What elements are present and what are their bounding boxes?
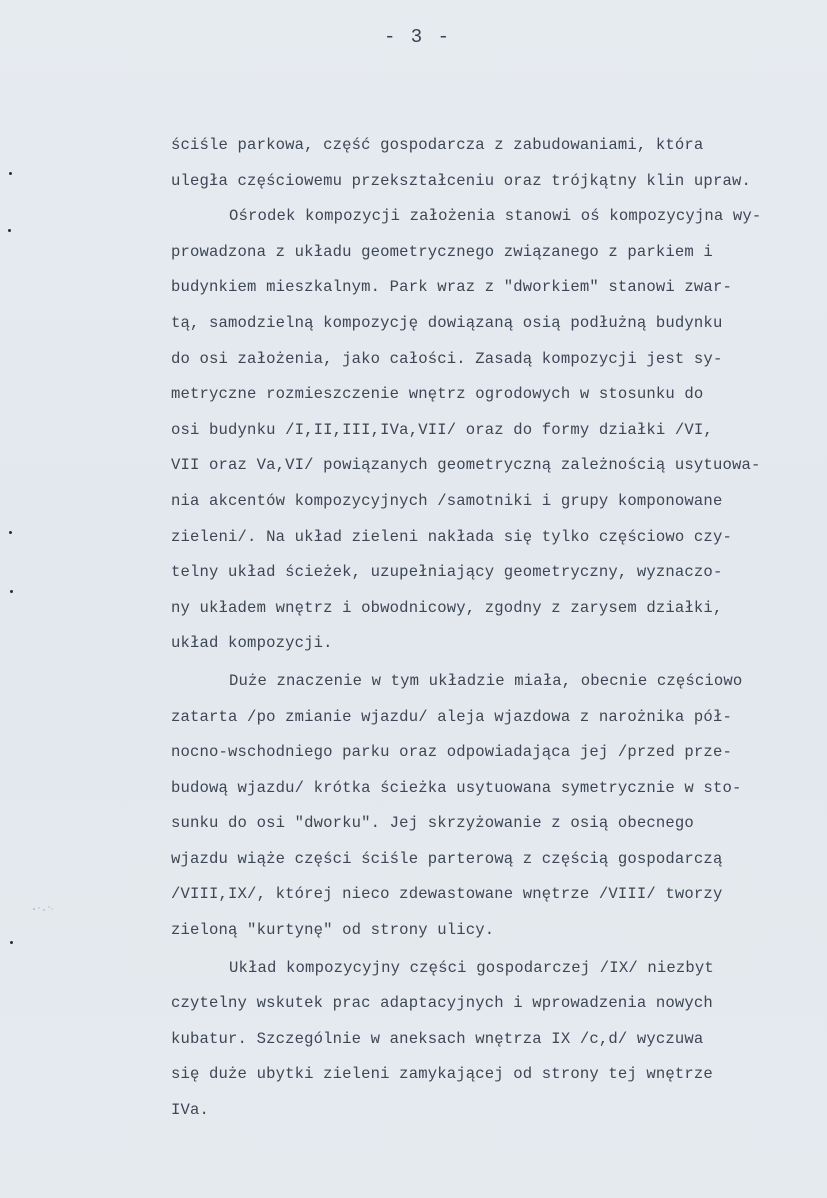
paragraph-start-line: Ośrodek kompozycji założenia stanowi oś kompozycyjna wy- [229,207,762,226]
text-line: sunku do osi "dworku". Jej skrzyżowanie z osią obecnego [171,814,694,833]
margin-dot [9,531,12,534]
text-line: do osi założenia, jako całości. Zasadą kompozycji jest sy- [171,349,723,368]
text-line: zatarta /po zmianie wjazdu/ aleja wjazdowa z narożnika pół- [171,707,732,726]
page-number: - 3 - [384,26,452,48]
text-line: osi budynku /I,II,III,IVa,VII/ oraz do formy działki /VI, [171,420,713,439]
text-line: wjazdu wiąże części ściśle parterową z częścią gospodarczą [171,849,723,868]
text-line: budynkiem mieszkalnym. Park wraz z "dworkiem" stanowi zwar- [171,278,732,297]
margin-dot [9,172,12,175]
margin-dot [10,590,13,593]
text-line: IVa. [171,1101,210,1120]
text-line: ny układem wnętrz i obwodnicowy, zgodny z zarysem działki, [171,598,723,617]
text-line: /VIII,IX/, której nieco zdewastowane wnętrze /VIII/ tworzy [171,885,723,904]
paragraph-start-line: Układ kompozycyjny części gospodarczej /IX/ niezbyt [229,958,714,977]
text-line: zieloną "kurtynę" od strony ulicy. [171,921,495,940]
text-line: kubatur. Szczególnie w aneksach wnętrza IX /c,d/ wyczuwa [171,1029,704,1048]
text-line: ściśle parkowa, część gospodarcza z zabudowaniami, która [171,136,704,154]
text-line: się duże ubytki zieleni zamykającej od strony tej wnętrze [171,1065,713,1084]
margin-dot [8,229,11,232]
text-line: nia akcentów kompozycyjnych /samotniki i grupy komponowane [171,491,723,510]
text-line: VII oraz Va,VI/ powiązanych geometryczną zależnością usytuowa- [171,456,761,475]
text-line: tą, samodzielną kompozycję dowiązaną osią podłużną budynku [171,313,723,332]
text-line: prowadzona z układu geometrycznego związanego z parkiem i [171,242,713,261]
text-line: uległa częściowemu przekształceniu oraz trójkątny klin upraw. [171,171,751,190]
text-line: telny układ ścieżek, uzupełniający geometryczny, wyznaczo- [171,563,723,582]
text-line: nocno-wschodniego parku oraz odpowiadająca jej /przed prze- [171,743,732,762]
text-line: metryczne rozmieszczenie wnętrz ogrodowych w stosunku do [171,385,704,404]
text-line: zieleni/. Na układ zieleni nakłada się tylko częściowo czy- [171,527,732,546]
text-line: układ kompozycji. [171,634,333,653]
paragraph-start-line: Duże znaczenie w tym układzie miała, obecnie częściowo [229,671,743,690]
text-line: czytelny wskutek prac adaptacyjnych i wprowadzenia nowych [171,994,713,1013]
body-text [171,128,821,1129]
scan-speck [30,903,56,913]
margin-dot [10,941,13,944]
text-line: budową wjazdu/ krótka ścieżka usytuowana symetrycznie w sto- [171,778,742,797]
